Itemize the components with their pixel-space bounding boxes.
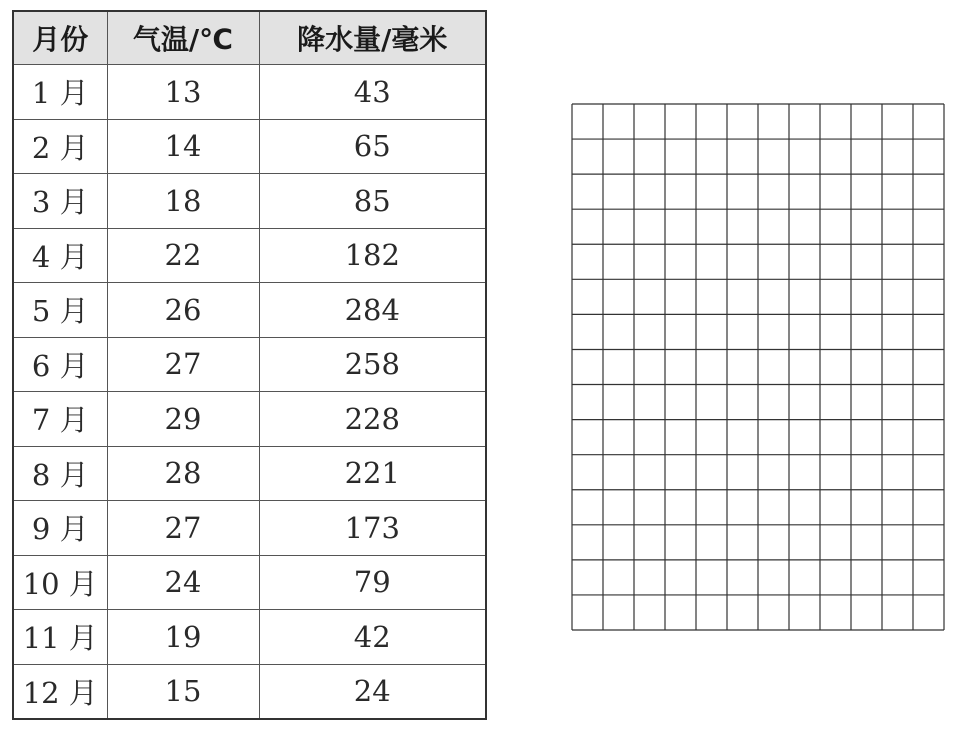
- temperature-cell: 18: [107, 174, 259, 229]
- table-row: [13, 555, 486, 610]
- precipitation-cell: 43: [259, 65, 486, 120]
- table-row: [13, 119, 486, 174]
- temperature-cell: 15: [107, 664, 259, 719]
- month-cell: 10 月: [13, 555, 107, 610]
- precipitation-cell: 79: [259, 555, 486, 610]
- precipitation-cell: 221: [259, 446, 486, 501]
- month-cell: 8 月: [13, 446, 107, 501]
- table-row: [13, 174, 486, 229]
- temperature-cell: 26: [107, 283, 259, 338]
- precipitation-cell: 24: [259, 664, 486, 719]
- precipitation-cell: 284: [259, 283, 486, 338]
- header-month: 月份: [13, 11, 107, 65]
- month-cell: 2 月: [13, 119, 107, 174]
- month-cell: 11 月: [13, 610, 107, 665]
- table-row: [13, 610, 486, 665]
- month-cell: 5 月: [13, 283, 107, 338]
- precipitation-cell: 65: [259, 119, 486, 174]
- precipitation-cell: 258: [259, 337, 486, 392]
- blank-grid-paper: [571, 103, 945, 631]
- table-row: [13, 392, 486, 447]
- temperature-cell: 14: [107, 119, 259, 174]
- table-row: [13, 65, 486, 120]
- temperature-cell: 27: [107, 501, 259, 556]
- month-cell: 1 月: [13, 65, 107, 120]
- temperature-cell: 24: [107, 555, 259, 610]
- temperature-cell: 19: [107, 610, 259, 665]
- precipitation-cell: 173: [259, 501, 486, 556]
- table-row: [13, 228, 486, 283]
- temperature-cell: 29: [107, 392, 259, 447]
- precipitation-cell: 228: [259, 392, 486, 447]
- table-row: [13, 446, 486, 501]
- precipitation-cell: 42: [259, 610, 486, 665]
- temperature-cell: 28: [107, 446, 259, 501]
- table-row: [13, 337, 486, 392]
- header-temperature: 气温/℃: [107, 11, 259, 65]
- month-cell: 6 月: [13, 337, 107, 392]
- table-row: [13, 664, 486, 719]
- month-cell: 7 月: [13, 392, 107, 447]
- temperature-cell: 22: [107, 228, 259, 283]
- temperature-cell: 27: [107, 337, 259, 392]
- month-cell: 9 月: [13, 501, 107, 556]
- precipitation-cell: 182: [259, 228, 486, 283]
- temperature-cell: 13: [107, 65, 259, 120]
- precipitation-cell: 85: [259, 174, 486, 229]
- table-row: [13, 283, 486, 338]
- header-precipitation: 降水量/毫米: [259, 11, 486, 65]
- month-cell: 4 月: [13, 228, 107, 283]
- climate-data-table: [12, 10, 487, 720]
- month-cell: 12 月: [13, 664, 107, 719]
- table-row: [13, 501, 486, 556]
- month-cell: 3 月: [13, 174, 107, 229]
- table-header-row: [13, 11, 486, 65]
